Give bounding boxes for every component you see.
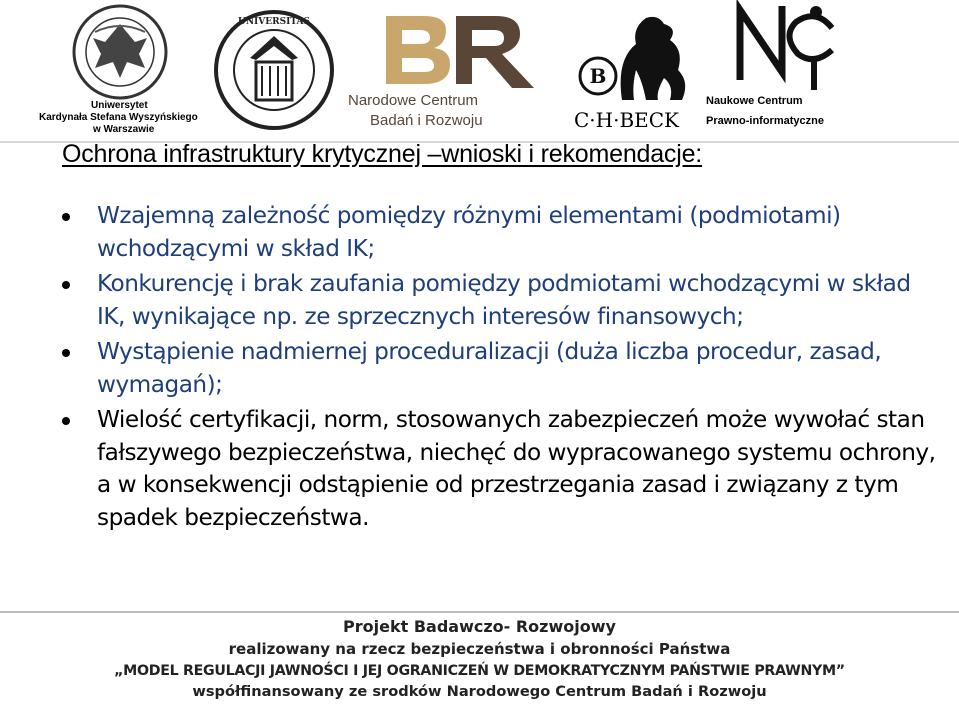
- uwr-seal-icon: [212, 8, 336, 132]
- uksw-logo: [35, 2, 205, 138]
- ncpi-line-2: Prawno-informatyczne: [706, 115, 824, 127]
- project-footer: [0, 616, 959, 702]
- footer-line-4: współfinansowany ze srodków Narodowego Centrum Badań i Rozwoju: [192, 683, 767, 700]
- ncbr-br-icon: [346, 6, 556, 92]
- bottom-divider: [0, 611, 959, 613]
- uksw-line-2: Kardynała Stefana Wyszyńskiego: [39, 112, 198, 123]
- uwr-logo: [212, 8, 336, 132]
- bullet-text: Wzajemną zależność pomiędzy różnymi elementami (podmiotami) wchodzącymi w skład IK;: [97, 202, 841, 262]
- ncbr-logo: [346, 6, 556, 134]
- bullet-dot-icon: [62, 281, 70, 289]
- footer-line-1: Projekt Badawczo- Rozwojowy: [343, 617, 616, 636]
- uksw-line-3: w Warszawie: [93, 124, 155, 135]
- bullet-item: [62, 200, 942, 265]
- footer-line-3: „MODEL REGULACJI JAWNOŚCI I JEJ OGRANICZEŃ W DEMOKRATYCZNYM PAŃSTWIE PRAWNYM”: [114, 663, 845, 679]
- footer-line-2: realizowany na rzecz bezpieczeństwa i obronności Państwa: [228, 640, 731, 658]
- ncpi-line-1: Naukowe Centrum: [706, 95, 803, 107]
- uksw-seal-icon: [35, 2, 205, 102]
- svg-text:B: B: [589, 64, 607, 88]
- bullet-dot-icon: [62, 349, 70, 357]
- griffin-icon: [566, 10, 698, 106]
- ncpi-logo: [706, 0, 856, 136]
- bullet-dot-icon: [62, 417, 70, 425]
- bullet-text: Wielość certyfikacji, norm, stosowanych zabezpieczeń może wywołać stan fałszywego bezpieczeństwa, niechęć do wypracowanego systemu ochrony, a w konsekwencji odstąpienie od przestrzegania zasad i związany z tym spadek bezpieczeństwa.: [97, 406, 936, 531]
- ncbr-line-1: Narodowe Centrum: [348, 92, 479, 109]
- bullet-item: [62, 268, 942, 333]
- bullet-text: Konkurencję i brak zaufania pomiędzy podmiotami wchodzącymi w skład IK, wynikające np. ze sprzecznych interesów finansowych;: [97, 270, 911, 330]
- chbeck-text: C·H·BECK: [574, 108, 679, 132]
- svg-text:UNIVERSITAS: UNIVERSITAS: [237, 17, 311, 27]
- bullet-text: Wystąpienie nadmiernej proceduralizacji (duża liczba procedur, zasad, wymagań);: [97, 338, 882, 398]
- uksw-line-1: Uniwersytet: [91, 100, 148, 111]
- ncbr-line-2: Badań i Rozwoju: [370, 112, 483, 129]
- bullet-item: [62, 336, 942, 401]
- bullet-list: [62, 200, 942, 537]
- bullet-dot-icon: [62, 213, 70, 221]
- bullet-item: [62, 404, 942, 534]
- logo-strip: [0, 0, 959, 140]
- slide-title: Ochrona infrastruktury krytycznej –wnioski i rekomendacje:: [62, 140, 703, 168]
- ncpi-icon: [706, 0, 856, 92]
- chbeck-logo: [566, 10, 698, 134]
